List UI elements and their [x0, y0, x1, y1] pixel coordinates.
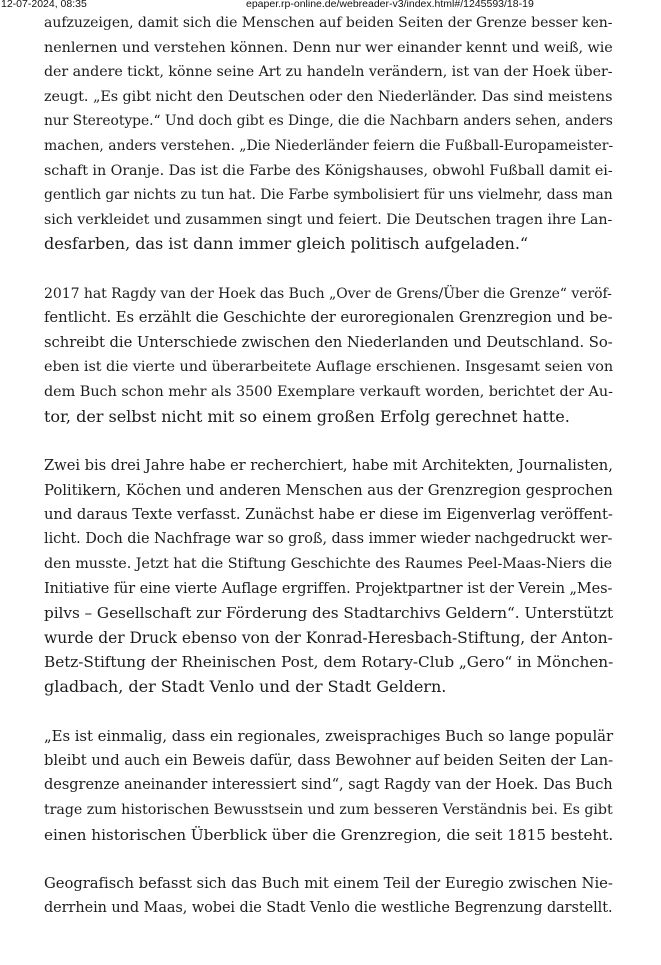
text-line: der andere tickt, könne seine Art zu handeln verändern, ist van der Hoek über-	[44, 64, 613, 81]
text-line: nenlernen und verstehen können. Denn nur wer einander kennt und weiß, wie	[44, 39, 613, 56]
text-line: licht. Doch die Nachfrage war so groß, dass immer wieder nachgedruckt wer-	[44, 531, 613, 548]
paragraph-3	[44, 454, 616, 700]
text-line: derrhein und Maas, wobei die Stadt Venlo die westliche Begrenzung darstellt.	[44, 900, 613, 917]
text-line: pilvs – Gesellschaft zur Förderung des Stadtarchivs Geldern“. Unterstützt	[44, 604, 614, 623]
paragraph-5	[44, 872, 616, 921]
text-line: aufzuzeigen, damit sich die Menschen auf beiden Seiten der Grenze besser ken-	[44, 15, 613, 31]
text-line: gladbach, der Stadt Venlo und der Stadt Geldern.	[44, 677, 447, 697]
text-line: eben ist die vierte und überarbeitete Auflage erschienen. Insgesamt seien von	[44, 359, 614, 376]
paragraph-4	[44, 724, 616, 847]
article-body	[44, 11, 616, 921]
paragraph-1	[44, 11, 616, 257]
text-line: desfarben, das ist dann immer gleich politisch aufgeladen.“	[44, 234, 529, 254]
print-url: epaper.rp-online.de/webreader-v3/index.html#/1245593/18-19	[246, 0, 534, 10]
text-line: dem Buch schon mehr als 3500 Exemplare verkauft worden, berichtet der Au-	[44, 383, 613, 400]
paragraph-spacer	[44, 847, 616, 872]
text-line: einen historischen Überblick über die Grenzregion, die seit 1815 besteht.	[44, 825, 614, 844]
text-line: Zwei bis drei Jahre habe er recherchiert, habe mit Architekten, Journalisten,	[44, 456, 613, 474]
text-line: wurde der Druck ebenso von der Konrad-Heresbach-Stiftung, der Anton-	[44, 628, 613, 647]
print-date: 12-07-2024, 08:35	[1, 0, 87, 10]
text-line: Politikern, Köchen und anderen Menschen aus der Grenzregion gesprochen	[44, 481, 613, 500]
text-line: Geografisch befasst sich das Buch mit einem Teil der Euregio zwischen Nie-	[44, 874, 613, 892]
text-line: trage zum historischen Bewusstsein und zum besseren Verständnis bei. Es gibt	[44, 802, 613, 818]
text-line: und daraus Texte verfasst. Zunächst habe er diese im Eigenverlag veröffent-	[44, 505, 613, 523]
text-line: 2017 hat Ragdy van der Hoek das Buch „Over de Grens/Über die Grenze“ veröf-	[44, 285, 612, 302]
paragraph-spacer	[44, 257, 616, 282]
text-line: Initiative für eine vierte Auflage ergriffen. Projektpartner ist der Verein „Mes-	[44, 580, 613, 597]
text-line: machen, anders verstehen. „Die Niederländer feiern die Fußball-Europameister-	[44, 137, 614, 154]
text-line: sich verkleidet und zusammen singt und feiert. Die Deutschen tragen ihre Lan-	[44, 211, 613, 228]
text-line: Betz-Stiftung der Rheinischen Post, dem Rotary-Club „Gero“ in Mönchen-	[44, 653, 614, 672]
text-line: nur Stereotype.“ Und doch gibt es Dinge, die die Nachbarn anders sehen, anders	[44, 113, 613, 130]
text-line: bleibt und auch ein Beweis dafür, dass Bewohner auf beiden Seiten der Lan-	[44, 751, 614, 769]
text-line: schaft in Oranje. Das ist die Farbe des Königshauses, obwohl Fußball damit ei-	[44, 162, 613, 179]
text-line: zeugt. „Es gibt nicht den Deutschen oder den Niederländer. Das sind meistens	[44, 88, 613, 105]
paragraph-2	[44, 282, 616, 430]
paragraph-spacer	[44, 700, 616, 725]
text-line: „Es ist einmalig, dass ein regionales, zweisprachiges Buch so lange populär	[44, 727, 614, 746]
text-line: gentlich gar nichts zu tun hat. Die Farbe symbolisiert für uns vielmehr, dass man	[44, 187, 613, 204]
text-line: schreibt die Unterschiede zwischen den Niederlanden und Deutschland. So-	[44, 333, 613, 351]
text-line: desgrenze aneinander interessiert sind“, sagt Ragdy van der Hoek. Das Buch	[44, 776, 613, 794]
text-line: tor, der selbst nicht mit so einem großen Erfolg gerechnet hatte.	[44, 406, 570, 426]
paragraph-spacer	[44, 429, 616, 454]
text-line: den musste. Jetzt hat die Stiftung Geschichte des Raumes Peel-Maas-Niers die	[44, 556, 613, 573]
text-line: fentlicht. Es erzählt die Geschichte der euroregionalen Grenzregion und be-	[44, 309, 613, 327]
